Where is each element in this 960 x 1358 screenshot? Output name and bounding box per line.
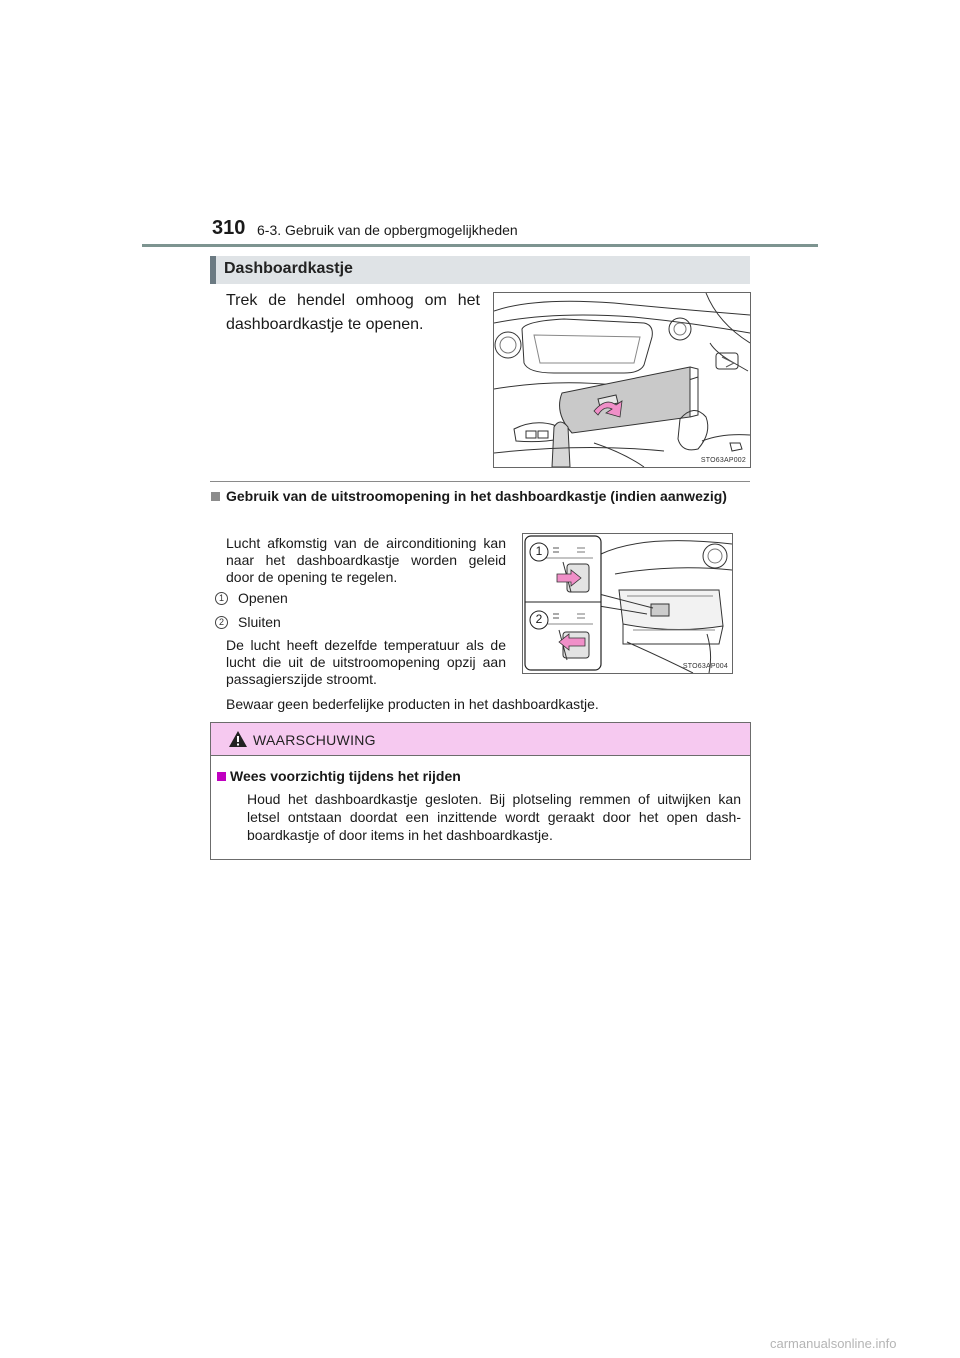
storage-note: Bewaar geen bederfelijke producten in het dashboardkastje. [226,696,599,712]
warning-label: WAARSCHUWING [253,732,376,748]
temperature-note: De lucht heeft dezelfde temperatuur als de lucht die uit de uitstroomopening opzij aan passagierszijde stroomt. [226,637,506,687]
warning-triangle-icon [228,730,248,748]
footer-watermark: carmanualsonline.info [770,1336,897,1351]
section-title: Dashboardkastje [224,260,353,277]
figure-code: STO63AP004 [682,663,728,670]
warning-body: Houd het dashboardkastje gesloten. Bij plotseling remmen of uitwijken kan letsel ontstaan doordat een inzittende wordt geraakt door het open dash-boardkastje of door items in het dashboardkastje. [247,791,741,843]
warning-box [210,722,751,860]
warning-heading: Wees voorzichtig tijdens het rijden [230,768,461,784]
section-bar-accent [210,256,216,284]
step-label-open: Openen [238,590,288,606]
glovebox-drawing [494,293,750,467]
header-rule [142,244,818,247]
section-title-bar [210,256,750,284]
step-label-close: Sluiten [238,614,281,630]
callout-number: 1 [535,544,543,558]
warning-marker [217,772,226,781]
vent-drawing [523,534,732,673]
callout-number: 2 [535,612,543,626]
chapter-title: 6-3. Gebruik van de opbergmogelijkheden [257,222,518,238]
step-number: 2 [215,616,228,629]
section-intro-text: Trek de hendel omhoog om het dashboardkastje te openen. [226,292,480,333]
step-number: 1 [215,592,228,605]
page-number: 310 [212,217,246,239]
warning-header [211,723,750,756]
glovebox-illustration [493,292,751,468]
subsection-marker [211,492,220,501]
subsection-rule [210,481,750,482]
figure-code: STO63AP002 [700,457,746,464]
subsection-heading: Gebruik van de uitstroomopening in het dashboardkastje (indien aanwezig) [226,488,727,504]
air-outlet-description: Lucht afkomstig van de airconditioning kan naar het dashboardkastje worden geleid door de opening te regelen. [226,535,506,585]
vent-illustration [522,533,733,674]
